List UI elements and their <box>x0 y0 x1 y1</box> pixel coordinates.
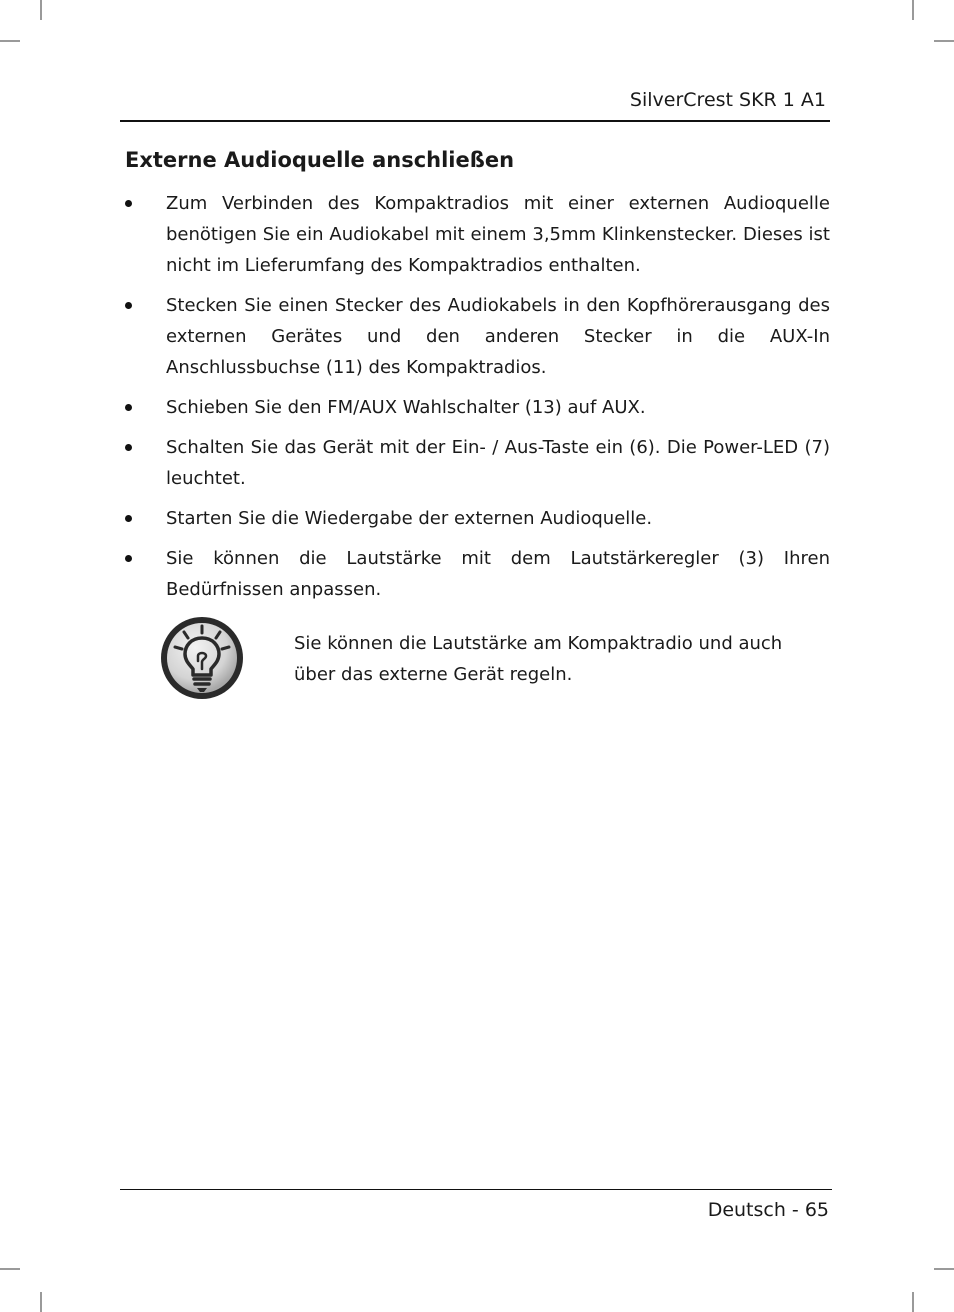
list-item <box>120 432 830 494</box>
list-item-text: Zum Verbinden des Kompaktradios mit einer externen Audioquelle benötigen Sie ein Audiokabel mit einem 3,5mm Klinkenstecker. Dieses ist nicht im Lieferumfang des Kompaktradios enthalten. <box>166 193 830 276</box>
tip-note <box>294 628 794 690</box>
list-item-text: Sie können die Lautstärke mit dem Lautstärkeregler (3) Ihren Bedürfnissen anpassen. <box>166 548 830 600</box>
list-item <box>120 392 830 423</box>
crop-mark <box>912 1292 914 1312</box>
bullet-icon <box>125 515 132 522</box>
list-item-text: Schieben Sie den FM/AUX Wahlschalter (13) auf AUX. <box>166 397 646 418</box>
bullet-icon <box>125 555 132 562</box>
footer-rule <box>120 1189 832 1190</box>
lightbulb-icon <box>158 614 246 702</box>
instruction-list <box>120 188 830 614</box>
crop-mark <box>40 0 42 20</box>
crop-mark <box>0 1268 20 1270</box>
crop-mark <box>934 40 954 42</box>
running-header: SilverCrest SKR 1 A1 <box>629 89 826 111</box>
crop-mark <box>934 1268 954 1270</box>
bullet-icon <box>125 200 132 207</box>
crop-mark <box>40 1292 42 1312</box>
bullet-icon <box>125 444 132 451</box>
list-item-text: Starten Sie die Wiedergabe der externen Audioquelle. <box>166 508 653 529</box>
section-title: Externe Audioquelle anschließen <box>125 148 515 172</box>
bullet-icon <box>125 302 132 309</box>
list-item <box>120 290 830 383</box>
list-item <box>120 503 830 534</box>
crop-mark <box>0 40 20 42</box>
list-item-text: Schalten Sie das Gerät mit der Ein- / Aus-Taste ein (6). Die Power-LED (7) leuchtet. <box>166 437 830 489</box>
list-item <box>120 543 830 605</box>
bullet-icon <box>125 404 132 411</box>
tip-line: Sie können die Lautstärke am Kompaktradio und auch <box>294 633 783 654</box>
tip-line: über das externe Gerät regeln. <box>294 664 573 685</box>
header-rule <box>120 120 830 122</box>
page-number: Deutsch - 65 <box>707 1199 829 1221</box>
list-item-text: Stecken Sie einen Stecker des Audiokabels in den Kopfhörerausgang des externen Gerätes und den anderen Stecker in die AUX-In Anschlussbuchse (11) des Kompaktradios. <box>166 295 830 378</box>
list-item <box>120 188 830 281</box>
crop-mark <box>912 0 914 20</box>
